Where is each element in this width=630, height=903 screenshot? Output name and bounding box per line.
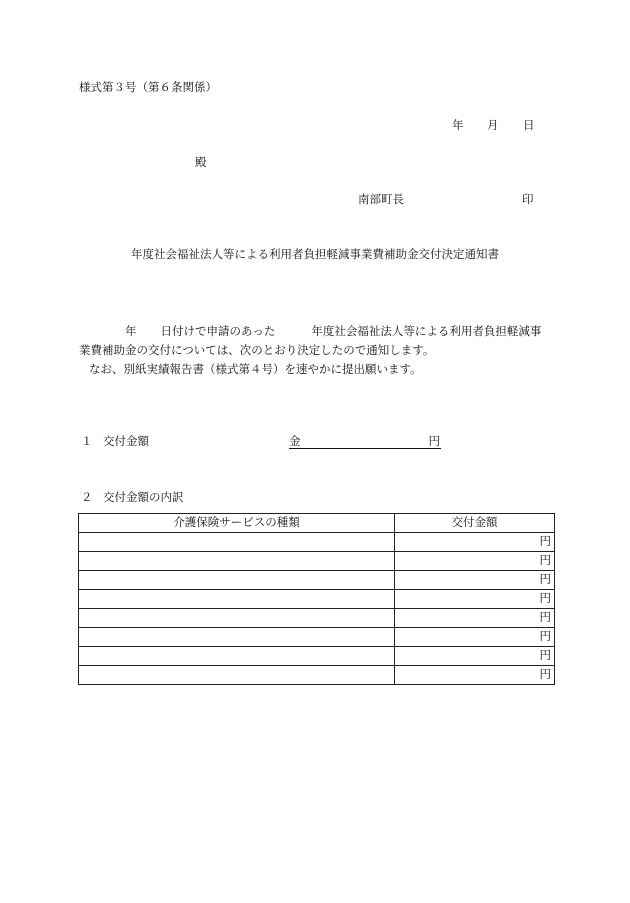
table-row (79, 533, 555, 552)
addressee-honorific: 殿 (195, 155, 207, 169)
service-cell (79, 590, 395, 609)
grant-amount-field (289, 434, 441, 449)
section2-label: 交付金額の内訳 (103, 490, 184, 504)
amount-unit: 円 (428, 434, 440, 448)
service-cell (79, 533, 395, 552)
body-year-label: 年 (125, 324, 137, 338)
amount-cell: 円 (395, 533, 555, 552)
service-cell (79, 571, 395, 590)
body-line-2: 業費補助金の交付については、次のとおり決定したので通知します。 (79, 343, 435, 357)
body-subject-text: 年度社会福祉法人等による利用者負担軽減事 (311, 324, 542, 338)
amount-cell: 円 (395, 571, 555, 590)
service-cell (79, 647, 395, 666)
section1-label: 交付金額 (103, 434, 149, 448)
issuer-title: 南部町長 (358, 192, 404, 206)
table-row (79, 571, 555, 590)
table-row (79, 552, 555, 571)
body-line-3-text: なお、別紙実績報告書（様式第４号）を速やかに提出願います。 (89, 362, 422, 376)
header-service-type: 介護保険サービスの種類 (79, 514, 395, 533)
amount-cell: 円 (395, 628, 555, 647)
table-row (79, 647, 555, 666)
body-line-3 (79, 360, 559, 379)
amount-cell: 円 (395, 609, 555, 628)
date-day-label: 日 (523, 118, 535, 132)
date-year-label: 年 (452, 118, 464, 132)
table-header-row (79, 514, 555, 533)
notice-body (79, 322, 559, 379)
amount-cell: 円 (395, 666, 555, 685)
amount-cell: 円 (395, 647, 555, 666)
table-row (79, 609, 555, 628)
header-grant-amount: 交付金額 (395, 514, 555, 533)
seal-mark: 印 (522, 192, 534, 206)
amount-cell: 円 (395, 552, 555, 571)
service-cell (79, 609, 395, 628)
breakdown-table (78, 513, 555, 685)
table-row (79, 666, 555, 685)
form-number: 様式第３号（第６条関係） (79, 80, 217, 94)
service-cell (79, 628, 395, 647)
section2-number: ２ (81, 490, 93, 504)
body-date-text: 日付けで申請のあった (160, 324, 276, 338)
date-month-label: 月 (487, 118, 499, 132)
document-title: 年度社会福祉法人等による利用者負担軽減事業費補助金交付決定通知書 (131, 247, 499, 261)
table-row (79, 628, 555, 647)
service-cell (79, 552, 395, 571)
service-cell (79, 666, 395, 685)
amount-cell: 円 (395, 590, 555, 609)
section1-number: １ (81, 434, 93, 448)
body-line-1 (79, 322, 559, 341)
table-row (79, 590, 555, 609)
amount-prefix: 金 (289, 434, 301, 448)
